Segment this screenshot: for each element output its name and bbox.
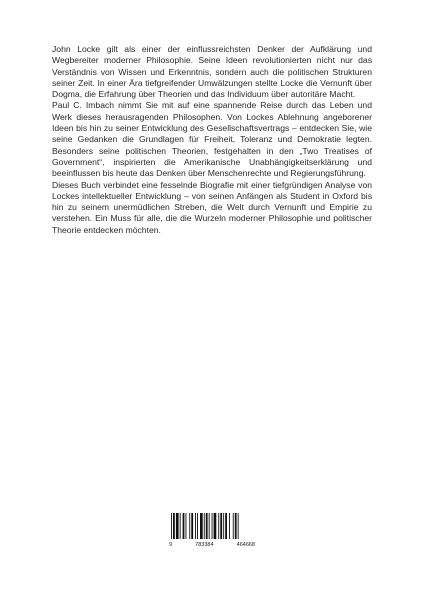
barcode-bar xyxy=(218,513,219,539)
barcode-digits-left: 783384 xyxy=(195,542,214,548)
barcode-bar xyxy=(195,513,196,539)
barcode-bar xyxy=(173,513,175,539)
barcode-bar xyxy=(233,513,234,539)
barcode-bar xyxy=(176,513,179,539)
barcode-bar xyxy=(186,513,187,539)
barcode-bar xyxy=(204,513,205,539)
barcode-bar xyxy=(183,513,185,539)
barcode-bar xyxy=(235,513,237,539)
barcode-digits xyxy=(167,542,257,548)
barcode-bar xyxy=(220,513,222,539)
paragraph-summary: Dieses Buch verbindet eine fesselnde Biografie mit einer tiefgründigen Analyse von Lockes intellektueller Entwicklung – von seinen Anfängen als Student in Oxford bis hin zu seinem unermüdlichen Streben, die Welt durch Vernunft und Empirie zu verstehen. Ein Muss für alle, die die Wurzeln moderner Philosophie und politischer Theorie entdecken möchten. xyxy=(52,179,372,235)
barcode-bar xyxy=(209,513,210,539)
barcode-digits-right: 464668 xyxy=(236,542,255,548)
paragraph-author-journey: Paul C. Imbach nimmt Sie mit auf eine spannende Reise durch das Leben und Werk dieses herausragenden Philosophen. Von Lockes Ablehnung angeborener Ideen bis hin zu seiner Entwicklung des Gesellschaftsvertrags – entdecken Sie, wie seine Gedanken die Grundlagen für Freiheit, Toleranz und Demokratie legten. Besonders seine politischen Theorien, festgehalten in den „Two Treatises of Government“, inspirierten die Amerikanische Unabhängigkeitserklärung und beeinflussen bis heute das Denken über Menschenrechte und Regierungsführung. xyxy=(52,100,372,179)
barcode-bar xyxy=(212,513,213,539)
barcode-bar xyxy=(206,513,208,539)
barcode-bar xyxy=(223,513,224,539)
isbn-barcode xyxy=(167,510,257,550)
barcode-bar xyxy=(238,513,239,539)
paragraph-intro: John Locke gilt als einer der einflussreichsten Denker der Aufklärung und Wegbereiter moderner Philosophie. Seine Ideen revolutionierten nicht nur das Verständnis von Wissen und Erkenntnis, sondern auch die politischen Strukturen seiner Zeit. In einer Ära tiefgreifender Umwälzungen stellte Locke die Vernunft über Dogma, die Erfahrung über Theorien und das Individuum über autoritäre Macht. xyxy=(52,44,372,100)
barcode-bar xyxy=(197,513,198,539)
barcode-bar xyxy=(214,513,217,539)
barcode-bar xyxy=(180,513,181,539)
back-cover-text xyxy=(52,44,372,236)
barcode-digit-first: 9 xyxy=(169,542,173,548)
barcode-bar xyxy=(171,513,172,539)
barcode-bars xyxy=(167,510,257,542)
barcode-bar xyxy=(225,513,227,539)
barcode-bar xyxy=(200,513,203,539)
barcode-bar xyxy=(189,513,190,539)
barcode-bar xyxy=(191,513,193,539)
barcode-bar xyxy=(229,513,230,539)
